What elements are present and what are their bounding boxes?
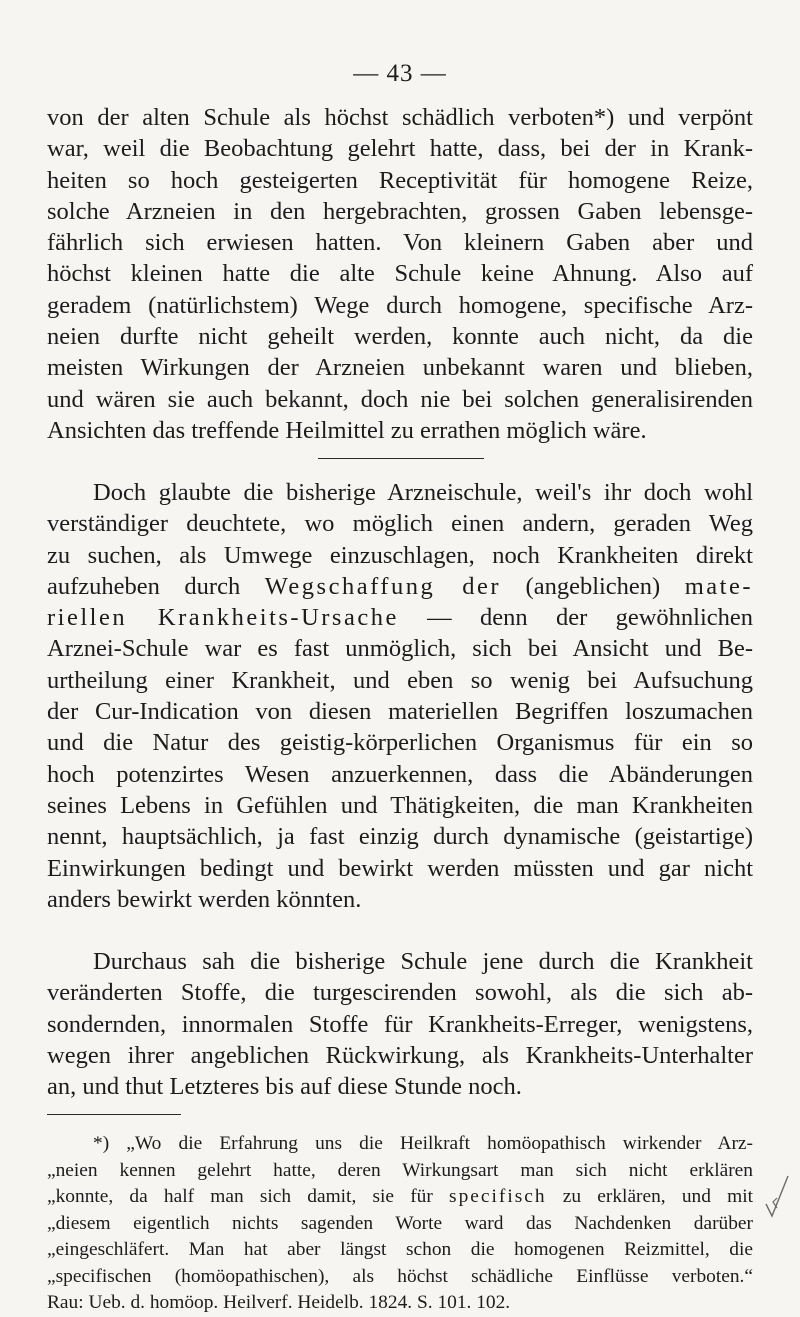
text-line: höchst kleinen hatte die alte Schule keine Ahnung. Also auf <box>47 260 753 288</box>
text-line: seines Lebens in Gefühlen und Thätigkeiten, die man Krankheiten <box>47 791 753 819</box>
footnote-line: *) „Wo die Erfahrung uns die Heilkraft homöopathisch wirkender Arz- <box>93 1133 753 1154</box>
text-line: solche Arzneien in den hergebrachten, grossen Gaben lebensge- <box>47 197 753 225</box>
footnote-line: „neien kennen gelehrt hatte, deren Wirkungsart man sich nicht erklären <box>47 1159 753 1181</box>
text-line: Durchaus sah die bisherige Schule jene durch die Krankheit <box>93 948 753 975</box>
text-run: zu erklären, und mit <box>562 1186 753 1207</box>
text-line: urtheilung einer Krankheit, und eben so wenig bei Aufsuchung <box>47 666 753 694</box>
text-line: zu suchen, als Umwege einzuschlagen, noch Krankheiten direkt <box>47 541 753 569</box>
paragraph-continuation <box>47 102 753 446</box>
text-line: Einwirkungen bedingt und bewirkt werden müssten und gar nicht <box>47 854 753 882</box>
paragraph-durchaus <box>47 946 753 1102</box>
text-line: und wären sie auch bekannt, doch nie bei solchen generalisirenden <box>47 385 753 413</box>
emphasis-spaced: riellen Krankheits-Ursache <box>47 604 399 632</box>
margin-mark-icon <box>763 1172 791 1220</box>
text-run: „konnte, da half man sich damit, sie für <box>47 1186 433 1207</box>
text-line: neien durfte nicht geheilt werden, konnte auch nicht, da die <box>47 323 753 351</box>
footnote-line: „eingeschläfert. Man hat aber längst schon die homogenen Reizmittel, die <box>47 1239 753 1260</box>
footnote-line <box>47 1184 753 1211</box>
text-line: veränderten Stoffe, die turgescirenden sowohl, als die sich ab- <box>47 979 753 1007</box>
text-line: und die Natur des geistig-körperlichen Organismus für ein so <box>47 729 753 757</box>
text-line: fährlich sich erwiesen hatten. Von kleinern Gaben aber und <box>47 229 753 257</box>
text-line <box>47 602 753 633</box>
footnote-line: „specifischen (homöopathischen), als höchst schädliche Einflüsse verboten.“ <box>47 1265 753 1287</box>
footnote-divider <box>47 1114 181 1115</box>
text-line: wegen ihrer angeblichen Rückwirkung, als Krankheits-Unterhalter <box>47 1041 753 1069</box>
text-line: heiten so hoch gesteigerten Receptivität für homogene Reize, <box>47 166 753 194</box>
text-line: verständiger deuchtete, wo möglich einen andern, geraden Weg <box>47 510 753 538</box>
text-line: Arznei-Schule war es fast unmöglich, sich bei Ansicht und Be- <box>47 635 753 663</box>
text-line: sondernden, innormalen Stoffe für Krankheits-Erreger, wenigstens, <box>47 1010 753 1038</box>
text-run: (angeblichen) <box>525 572 661 600</box>
emphasis-spaced: Wegschaffung der <box>264 572 501 600</box>
text-line: der Cur-Indication von diesen materiellen Begriffen loszumachen <box>47 698 753 726</box>
emphasis-spaced: specifisch <box>449 1186 547 1207</box>
paragraph-arzneischule <box>47 477 753 915</box>
text-line: Ansichten das treffende Heilmittel zu errathen möglich wäre. <box>47 416 647 444</box>
text-line: nennt, hauptsächlich, ja fast einzig durch dynamische (geistartige) <box>47 823 753 851</box>
footnote-line: „diesem eigentlich nichts sagenden Worte ward das Nachdenken darüber <box>47 1212 753 1234</box>
emphasis-spaced: mate- <box>684 572 754 600</box>
text-run: — denn der gewöhnlichen <box>427 604 754 632</box>
section-divider <box>318 458 484 459</box>
text-line: anders bewirkt werden könnten. <box>47 885 362 913</box>
page-number: — 43 — <box>353 60 447 87</box>
text-line: hoch potenzirtes Wesen anzuerkennen, dass die Abänderungen <box>47 760 753 788</box>
text-line: an, und thut Letzteres bis auf diese Stunde noch. <box>47 1073 522 1101</box>
text-line: war, weil die Beobachtung gelehrt hatte, dass, bei der in Krank- <box>47 135 753 163</box>
text-line: geradem (natürlichstem) Wege durch homogene, specifische Arz- <box>47 291 753 319</box>
text-line: von der alten Schule als höchst schädlich verboten*) und verpönt <box>47 104 753 131</box>
footnote-line: Rau: Ueb. d. homöop. Heilverf. Heidelb. 1824. S. 101. 102. <box>47 1292 511 1313</box>
text-run: aufzuheben durch <box>47 572 241 600</box>
text-line: meisten Wirkungen der Arzneien unbekannt waren und blieben, <box>47 354 753 382</box>
footnote <box>47 1131 753 1317</box>
text-line <box>47 571 753 602</box>
text-line: Doch glaubte die bisherige Arzneischule, weil's ihr doch wohl <box>93 479 753 506</box>
